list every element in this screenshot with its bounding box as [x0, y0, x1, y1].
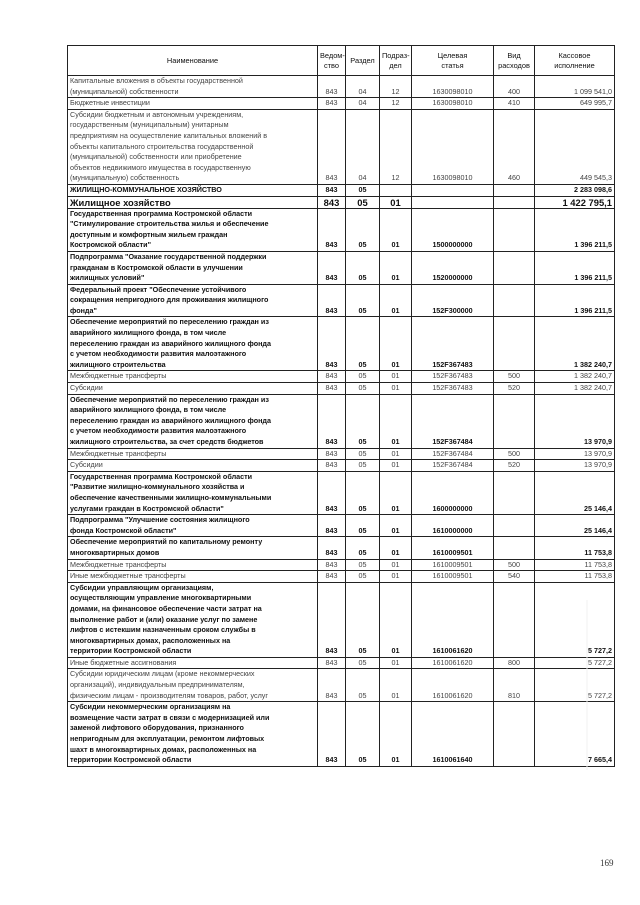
row-value: 1 422 795,1 — [535, 196, 615, 208]
table-row — [68, 184, 615, 196]
row-name: Субсидии — [68, 383, 318, 395]
row-ved: 843 — [318, 460, 346, 472]
row-vid — [494, 317, 535, 371]
table-row — [68, 657, 615, 669]
row-podrazdel: 01 — [380, 471, 412, 514]
header-statya: Целевая статья — [412, 46, 494, 76]
row-name: Иные бюджетные ассигнования — [68, 657, 318, 669]
table-row — [68, 471, 615, 514]
table-row — [68, 98, 615, 110]
row-podrazdel: 12 — [380, 76, 412, 98]
row-razdel: 05 — [346, 184, 380, 196]
table-row — [68, 702, 615, 767]
row-razdel: 05 — [346, 515, 380, 537]
table-row — [68, 196, 615, 208]
row-podrazdel: 01 — [380, 537, 412, 559]
row-name: Субсидии управляющим организациям, осуществляющим управление многоквартирными домами, на финансовое обеспечение части затрат на выполнение работ и (или) оказание услуг по замене лифтов с истекшим назначенным сроком службы в многоквартирных домах, расположенных на территории Костромской области — [68, 582, 318, 657]
row-razdel: 05 — [346, 317, 380, 371]
row-value: 25 146,4 — [535, 515, 615, 537]
row-razdel: 05 — [346, 537, 380, 559]
row-value: 1 396 211,5 — [535, 251, 615, 284]
row-ved: 843 — [318, 196, 346, 208]
row-statya: 1520000000 — [412, 251, 494, 284]
row-vid: 800 — [494, 657, 535, 669]
row-razdel: 05 — [346, 460, 380, 472]
row-razdel: 05 — [346, 669, 380, 702]
row-razdel: 05 — [346, 448, 380, 460]
table-row — [68, 394, 615, 448]
row-razdel: 04 — [346, 109, 380, 184]
row-name: Федеральный проект "Обеспечение устойчивого сокращения непригодного для проживания жилищного фонда" — [68, 284, 318, 317]
row-podrazdel — [380, 184, 412, 196]
row-podrazdel: 01 — [380, 559, 412, 571]
row-statya: 1610061620 — [412, 669, 494, 702]
row-vid: 500 — [494, 371, 535, 383]
table-row — [68, 383, 615, 395]
page-number: 169 — [600, 858, 614, 868]
table-row — [68, 109, 615, 184]
row-statya: 152F367483 — [412, 383, 494, 395]
row-ved: 843 — [318, 208, 346, 251]
row-ved: 843 — [318, 109, 346, 184]
budget-table — [67, 45, 615, 767]
row-razdel: 04 — [346, 98, 380, 110]
row-statya: 152F367483 — [412, 371, 494, 383]
row-ved: 843 — [318, 251, 346, 284]
row-podrazdel: 01 — [380, 669, 412, 702]
row-statya: 1610061620 — [412, 657, 494, 669]
row-ved: 843 — [318, 669, 346, 702]
row-razdel: 05 — [346, 471, 380, 514]
row-name: Обеспечение мероприятий по капитальному ремонту многоквартирных домов — [68, 537, 318, 559]
row-statya: 1610009501 — [412, 537, 494, 559]
row-vid: 520 — [494, 460, 535, 472]
row-razdel: 05 — [346, 394, 380, 448]
table-row — [68, 317, 615, 371]
row-razdel: 05 — [346, 657, 380, 669]
table-row — [68, 537, 615, 559]
row-statya: 1610061640 — [412, 702, 494, 767]
row-statya: 1610009501 — [412, 571, 494, 583]
row-razdel: 04 — [346, 76, 380, 98]
row-statya: 152F300000 — [412, 284, 494, 317]
row-value: 1 099 541,0 — [535, 76, 615, 98]
row-statya: 152F367483 — [412, 317, 494, 371]
row-vid — [494, 515, 535, 537]
row-razdel: 05 — [346, 196, 380, 208]
row-razdel: 05 — [346, 702, 380, 767]
table-row — [68, 669, 615, 702]
row-statya: 152F367484 — [412, 448, 494, 460]
header-vid: Вид расходов — [494, 46, 535, 76]
row-statya: 1600000000 — [412, 471, 494, 514]
table-row — [68, 371, 615, 383]
row-name: Бюджетные инвестиции — [68, 98, 318, 110]
row-value: 11 753,8 — [535, 559, 615, 571]
row-vid — [494, 208, 535, 251]
row-vid: 400 — [494, 76, 535, 98]
row-ved: 843 — [318, 371, 346, 383]
row-name: Жилищное хозяйство — [68, 196, 318, 208]
table-row — [68, 251, 615, 284]
faint-stamp-mark — [573, 600, 601, 770]
row-statya — [412, 184, 494, 196]
row-name: Подпрограмма "Оказание государственной поддержки гражданам в Костромской области в улучшении жилищных условий" — [68, 251, 318, 284]
table-row — [68, 582, 615, 657]
row-statya: 1500000000 — [412, 208, 494, 251]
row-razdel: 05 — [346, 251, 380, 284]
row-name: ЖИЛИЩНО-КОММУНАЛЬНОЕ ХОЗЯЙСТВО — [68, 184, 318, 196]
row-ved: 843 — [318, 284, 346, 317]
row-vid: 500 — [494, 559, 535, 571]
row-vid — [494, 284, 535, 317]
row-ved: 843 — [318, 317, 346, 371]
row-value: 11 753,8 — [535, 537, 615, 559]
row-value: 13 970,9 — [535, 460, 615, 472]
row-name: Межбюджетные трансферты — [68, 448, 318, 460]
row-value: 649 995,7 — [535, 98, 615, 110]
row-vid — [494, 196, 535, 208]
row-podrazdel: 01 — [380, 582, 412, 657]
row-statya: 152F367484 — [412, 460, 494, 472]
row-ved: 843 — [318, 184, 346, 196]
row-statya: 1610000000 — [412, 515, 494, 537]
row-statya: 1610061620 — [412, 582, 494, 657]
row-vid — [494, 251, 535, 284]
header-name: Наименование — [68, 46, 318, 76]
row-vid: 460 — [494, 109, 535, 184]
row-podrazdel: 01 — [380, 702, 412, 767]
row-value: 7 665,4 — [535, 702, 615, 767]
row-vid — [494, 184, 535, 196]
row-vid — [494, 582, 535, 657]
row-ved: 843 — [318, 702, 346, 767]
row-vid — [494, 537, 535, 559]
row-value: 11 753,8 — [535, 571, 615, 583]
row-podrazdel: 01 — [380, 208, 412, 251]
row-podrazdel: 01 — [380, 394, 412, 448]
row-value: 5 727,2 — [535, 657, 615, 669]
row-razdel: 05 — [346, 284, 380, 317]
row-podrazdel: 01 — [380, 284, 412, 317]
row-podrazdel: 01 — [380, 196, 412, 208]
row-podrazdel: 12 — [380, 98, 412, 110]
header-razdel: Раздел — [346, 46, 380, 76]
table-row — [68, 559, 615, 571]
row-name: Субсидии некоммерческим организациям на возмещение части затрат в связи с модернизацией или заменой лифтового оборудования, признанного непригодным для эксплуатации, ремонтом лифтовых шахт в многоквартирных домах, расположенных на территории Костромской области — [68, 702, 318, 767]
row-name: Межбюджетные трансферты — [68, 371, 318, 383]
row-vid: 810 — [494, 669, 535, 702]
row-ved: 843 — [318, 471, 346, 514]
row-name: Государственная программа Костромской области "Развитие жилищно-коммунального хозяйства и обеспечение качественными жилищно-коммунальными услугами граждан в Костромской области" — [68, 471, 318, 514]
header-ispolnenie: Кассовое исполнение — [535, 46, 615, 76]
table-row — [68, 571, 615, 583]
row-razdel: 05 — [346, 571, 380, 583]
row-value: 5 727,2 — [535, 669, 615, 702]
row-statya: 1630098010 — [412, 76, 494, 98]
row-value: 13 970,9 — [535, 448, 615, 460]
row-value: 1 382 240,7 — [535, 371, 615, 383]
row-statya: 1630098010 — [412, 98, 494, 110]
table-row — [68, 284, 615, 317]
table-row — [68, 208, 615, 251]
row-ved: 843 — [318, 515, 346, 537]
row-name: Подпрограмма "Улучшение состояния жилищного фонда Костромской области" — [68, 515, 318, 537]
row-value: 13 970,9 — [535, 394, 615, 448]
row-ved: 843 — [318, 76, 346, 98]
row-podrazdel: 01 — [380, 448, 412, 460]
row-name: Субсидии — [68, 460, 318, 472]
report-table-container — [67, 45, 614, 767]
row-vid: 520 — [494, 383, 535, 395]
row-vid: 500 — [494, 448, 535, 460]
row-statya: 1610009501 — [412, 559, 494, 571]
row-value: 1 396 211,5 — [535, 208, 615, 251]
row-podrazdel: 01 — [380, 460, 412, 472]
row-podrazdel: 01 — [380, 571, 412, 583]
header-podrazdel: Подраз- дел — [380, 46, 412, 76]
row-ved: 843 — [318, 394, 346, 448]
row-podrazdel: 01 — [380, 657, 412, 669]
row-statya — [412, 196, 494, 208]
row-podrazdel: 01 — [380, 251, 412, 284]
row-statya: 1630098010 — [412, 109, 494, 184]
row-razdel: 05 — [346, 383, 380, 395]
row-podrazdel: 01 — [380, 383, 412, 395]
row-vid — [494, 471, 535, 514]
row-ved: 843 — [318, 537, 346, 559]
table-row — [68, 460, 615, 472]
row-value: 449 545,3 — [535, 109, 615, 184]
header-ved: Ведом- ство — [318, 46, 346, 76]
row-ved: 843 — [318, 657, 346, 669]
row-name: Государственная программа Костромской области "Стимулирование строительства жилья и обеспечение доступным и комфортным жильем граждан Костромской области" — [68, 208, 318, 251]
row-razdel: 05 — [346, 371, 380, 383]
table-row — [68, 448, 615, 460]
row-podrazdel: 01 — [380, 515, 412, 537]
row-value: 2 283 098,6 — [535, 184, 615, 196]
row-value: 1 396 211,5 — [535, 284, 615, 317]
row-value: 25 146,4 — [535, 471, 615, 514]
row-value: 1 382 240,7 — [535, 383, 615, 395]
row-name: Межбюджетные трансферты — [68, 559, 318, 571]
row-razdel: 05 — [346, 582, 380, 657]
table-row — [68, 515, 615, 537]
row-value: 5 727,2 — [535, 582, 615, 657]
row-vid — [494, 702, 535, 767]
row-name: Обеспечение мероприятий по переселению граждан из аварийного жилищного фонда, в том числе переселению граждан из аварийного жилищного фонда с учетом необходимости развития малоэтажного жилищного строительства — [68, 317, 318, 371]
row-razdel: 05 — [346, 559, 380, 571]
row-ved: 843 — [318, 448, 346, 460]
row-podrazdel: 12 — [380, 109, 412, 184]
row-ved: 843 — [318, 582, 346, 657]
row-name: Субсидии юридическим лицам (кроме некоммерческих организаций), индивидуальным предпринимателям, физическим лицам - производителям товаров, работ, услуг — [68, 669, 318, 702]
table-body — [68, 76, 615, 767]
row-name: Иные межбюджетные трансферты — [68, 571, 318, 583]
row-vid: 540 — [494, 571, 535, 583]
row-name: Обеспечение мероприятий по переселению граждан из аварийного жилищного фонда, в том числе переселению граждан из аварийного жилищного фонда с учетом необходимости развития малоэтажного жилищного строительства, за счет средств бюджетов — [68, 394, 318, 448]
row-ved: 843 — [318, 571, 346, 583]
row-name: Капитальные вложения в объекты государственной (муниципальной) собственности — [68, 76, 318, 98]
row-podrazdel: 01 — [380, 317, 412, 371]
row-ved: 843 — [318, 98, 346, 110]
row-ved: 843 — [318, 383, 346, 395]
row-vid: 410 — [494, 98, 535, 110]
table-row — [68, 76, 615, 98]
row-razdel: 05 — [346, 208, 380, 251]
row-podrazdel: 01 — [380, 371, 412, 383]
row-value: 1 382 240,7 — [535, 317, 615, 371]
row-name: Субсидии бюджетным и автономным учреждениям, государственным (муниципальным) унитарным предприятиям на осуществление капитальных вложений в объекты капитального строительства государственной (муниципальной) собственности или приобретение объектов недвижимого имущества в государственную (муниципальную) собственность — [68, 109, 318, 184]
row-ved: 843 — [318, 559, 346, 571]
row-vid — [494, 394, 535, 448]
row-statya: 152F367484 — [412, 394, 494, 448]
